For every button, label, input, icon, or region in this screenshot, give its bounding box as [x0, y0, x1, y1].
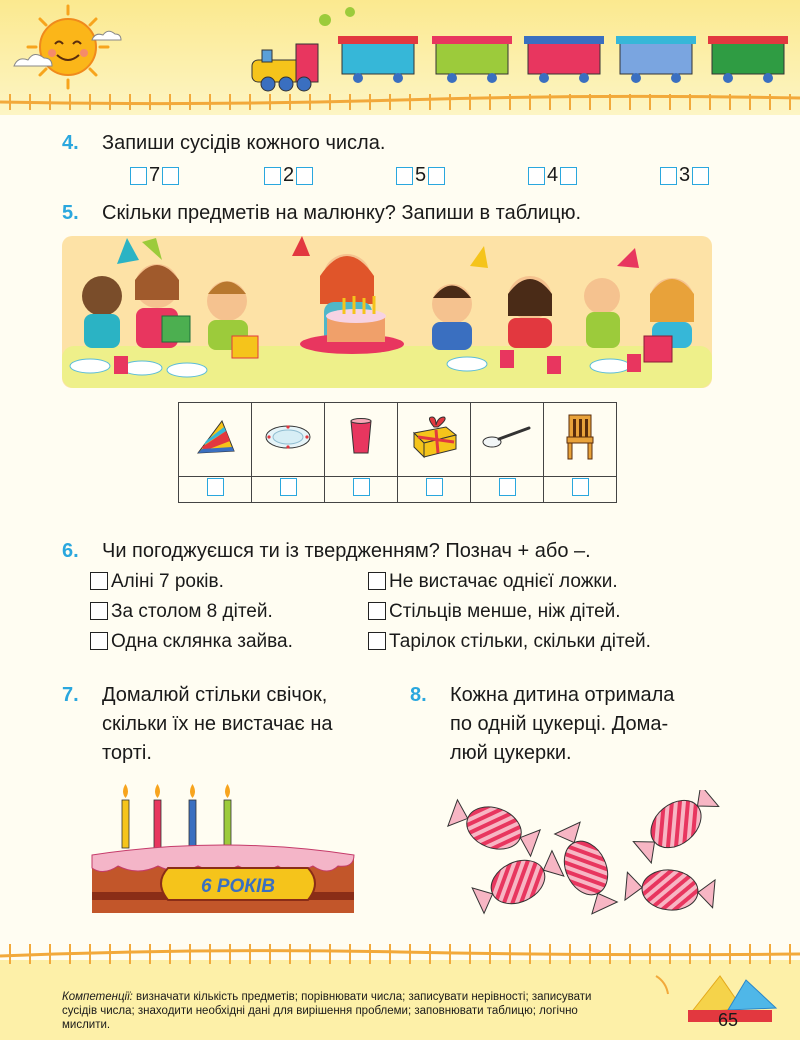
checkbox[interactable]: [90, 572, 108, 590]
header-band: [0, 0, 800, 115]
objects-count-table: [178, 402, 617, 503]
checkbox[interactable]: [368, 602, 386, 620]
neighbour-number: 3: [679, 164, 691, 186]
neighbour-number: 7: [149, 164, 161, 186]
page-corner-decoration: [650, 968, 780, 1024]
task-7-number: 7.: [62, 684, 79, 706]
statement: Аліні 7 років.: [90, 571, 224, 593]
plate-icon: [263, 422, 313, 452]
answer-box[interactable]: [280, 478, 297, 496]
candy-icon: [629, 790, 722, 868]
task-6-text: Чи погоджуєшся ти із твердженням? Познач + або –.: [102, 540, 591, 562]
answer-box[interactable]: [130, 167, 147, 185]
cake-label: 6 РОКІВ: [201, 876, 275, 897]
checkbox[interactable]: [368, 572, 386, 590]
task-8-text: Кожна дитина отримала по одній цукерці. Дома- люй цукерки.: [450, 684, 675, 764]
candles: [122, 784, 231, 848]
answer-box[interactable]: [264, 167, 281, 185]
cake-illustration: [88, 780, 358, 915]
sun-icon: [28, 6, 108, 88]
task-6-number: 6.: [62, 540, 79, 562]
answer-box[interactable]: [692, 167, 709, 185]
page-number: 65: [718, 1010, 739, 1030]
candy-icon: [446, 794, 542, 862]
neighbour-number: 4: [547, 164, 559, 186]
checkbox[interactable]: [368, 632, 386, 650]
candies-illustration: [434, 790, 758, 918]
cup-icon: [346, 417, 376, 457]
answer-box[interactable]: [162, 167, 179, 185]
answer-box[interactable]: [560, 167, 577, 185]
candy-icon: [470, 845, 567, 918]
fence-decoration: [0, 92, 800, 112]
task-5-number: 5.: [62, 202, 79, 224]
statement: Одна склянка зайва.: [90, 631, 293, 653]
answer-box[interactable]: [660, 167, 677, 185]
task-5-text: Скільки предметів на малюнку? Запиши в таблицю.: [102, 202, 582, 224]
neighbour-group: [396, 164, 445, 187]
answer-box[interactable]: [296, 167, 313, 185]
neighbour-group: [528, 164, 577, 187]
answer-box[interactable]: [353, 478, 370, 496]
checkbox[interactable]: [90, 632, 108, 650]
statement: Стільців менше, ніж дітей.: [368, 601, 621, 623]
checkbox[interactable]: [90, 602, 108, 620]
task-4-text: Запиши сусідів кожного числа.: [102, 132, 386, 154]
answer-box[interactable]: [572, 478, 589, 496]
competencies-note: Компетенції: визначати кількість предметів; порівнювати числа; записувати нерівності; записувати сусідів числа; знаходити необхідні дані для вирішення проблеми; заповнювати таблицю; логічно мислити.: [62, 991, 592, 1031]
task-8-number: 8.: [410, 684, 427, 706]
answer-box[interactable]: [528, 167, 545, 185]
answer-box[interactable]: [207, 478, 224, 496]
answer-box[interactable]: [428, 167, 445, 185]
answer-box[interactable]: [499, 478, 516, 496]
neighbour-group: [130, 164, 179, 187]
fence-decoration: [0, 938, 800, 966]
spoon-icon: [481, 422, 533, 452]
dragonfly-icon: [656, 976, 668, 994]
answer-box[interactable]: [426, 478, 443, 496]
gift-icon: [406, 415, 462, 459]
neighbours-row: [0, 164, 800, 188]
cloud-icon: [92, 31, 121, 40]
candy-icon: [624, 866, 715, 914]
neighbour-group: [660, 164, 709, 187]
statement: За столом 8 дітей.: [90, 601, 273, 623]
statement: Тарілок стільки, скільки дітей.: [368, 631, 651, 653]
neighbour-group: [264, 164, 313, 187]
answer-box[interactable]: [396, 167, 413, 185]
task-4-number: 4.: [62, 132, 79, 154]
party-hat-icon: [192, 417, 238, 457]
train-icon: [252, 7, 788, 91]
statement: Не вистачає однієї ложки.: [368, 571, 618, 593]
neighbour-number: 5: [415, 164, 427, 186]
neighbour-number: 2: [283, 164, 295, 186]
chair-icon: [563, 413, 597, 461]
task-7-text: Домалюй стільки свічок, скільки їх не вистачає на торті.: [102, 684, 333, 764]
party-illustration: [62, 236, 712, 388]
